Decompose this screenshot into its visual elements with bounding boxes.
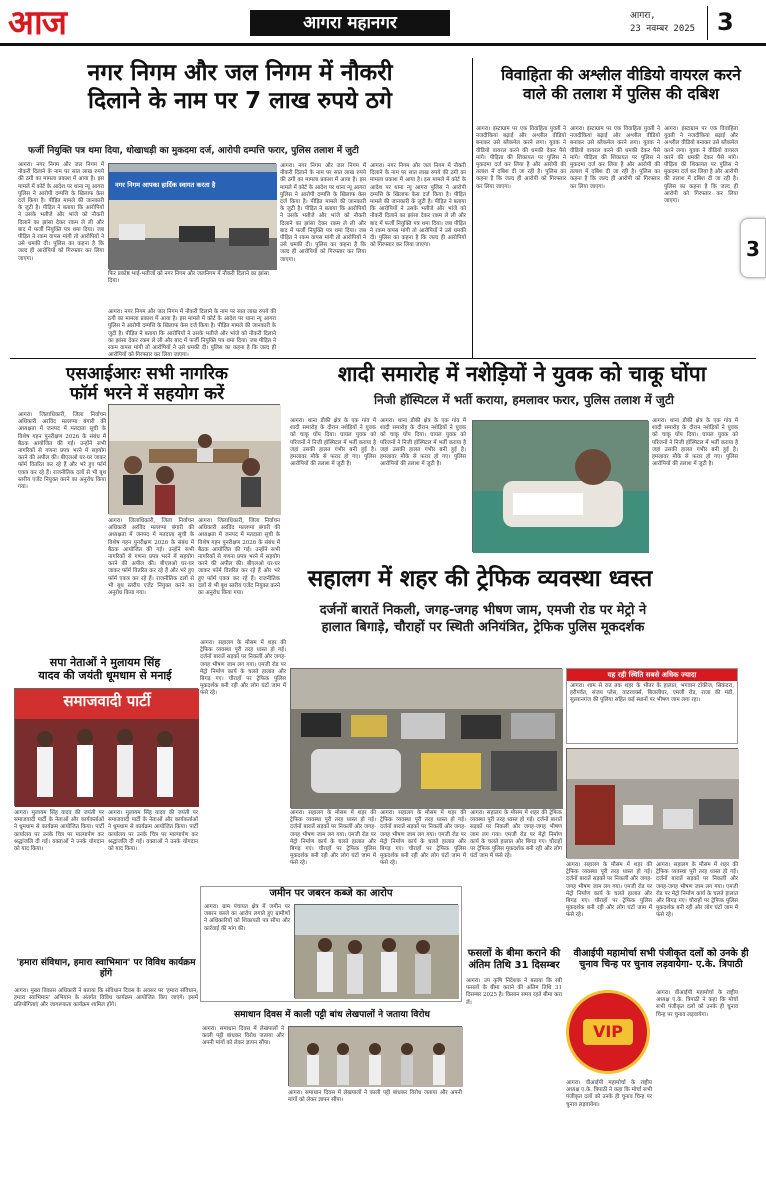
story3-body-text-col2: आगरा। जिलाधिकारी, जिला निर्वाचन अधिकारी अरविंद मल्लप्पा बंगारी की अध्यक्षता में जनपद में मतदाता सूची के विशेष गहन पुनरीक्षण 2026 के संबंध में बैठक आयोजित की गई। उन्होंने सभी नागरिकों से गणना प्रपत्र भरने में सहयोग करने की अपील की। बीएलओ घर-घर जाकर फॉर्म वितरित कर रहे हैं और भरे हुए फॉर्म एकत्र कर रहे हैं। राजनीतिक दलों से भी बूथ स्तरीय एजेंट नियुक्त करने का अनुरोध किया गया। (108, 518, 194, 597)
story6-headline (12, 656, 198, 682)
story5-headline: सहालग में शहर की ट्रेफिक व्यवस्था ध्वस्त (307, 566, 653, 592)
story4-photo-graphic (473, 421, 649, 553)
story11-spacer (468, 1130, 478, 1131)
story2-body-col2 (570, 126, 660, 354)
story9-body-text-col2: आगरा। समाधान दिवस में लेखपालों ने काली पट्टी बांधकर विरोध जताया और अपनी मांगों को लेकर ज्ञापन सौंपा। (288, 1090, 462, 1104)
story5-body-text: आगरा। सहालग के मौसम में शहर की ट्रेफिक व्यवस्था पूरी तरह ध्वस्त हो गई। दर्जनों बारातें सड़कों पर निकलीं और जगह-जगह भीषण जाम लग गया। एमजी रोड पर मेट्रो निर्माण कार्य के चलते हालात और बिगड़ गए। चौराहों पर ट्रेफिक पुलिस मूकदर्शक बनी रही और लोग घंटों जाम में फंसे रहे। (200, 640, 286, 697)
story2-headline (476, 66, 766, 103)
masthead-divider (707, 6, 708, 40)
story1-body-col3 (280, 163, 366, 353)
story5-photo-jam (566, 748, 738, 858)
story2-body-col3 (664, 126, 738, 354)
story6-body-text-col2: आगरा। मुलायम सिंह यादव की जयंती पर समाजवादी पार्टी के नेताओं और कार्यकर्ताओं ने धूमधाम से कार्यक्रम आयोजित किया। पार्टी कार्यालय पर उनके चित्र पर माल्यार्पण कर श्रद्धांजलि दी गई। वक्ताओं ने उनके योगदान को याद किया। (108, 810, 198, 853)
horizontal-rule-1 (10, 358, 756, 359)
story5-photo-jam-graphic (567, 749, 739, 859)
story6-body-col2 (108, 810, 198, 950)
story1-photo-sign: नगर निगम आपका हार्दिक स्वागत करता है (115, 181, 216, 189)
story3-headline-line2: फॉर्म भरने में सहयोग करें (69, 384, 225, 405)
story2-body-text-col2: आगरा। इंस्टाग्राम पर एक विवाहिता युवती ने नजदीकियां बढ़ाई और अश्लील वीडियो बनाकर उसे ब्लैकमेल करने लगा। युवक ने वीडियो वायरल करने की धमकी देकर पैसे मांगे। पीड़िता की शिकायत पर पुलिस ने मुकदमा दर्ज कर लिया है और आरोपी की तलाश में दबिश दी जा रही है। पुलिस का कहना है कि जल्द ही आरोपी को गिरफ्तार कर लिया जाएगा। (570, 126, 660, 190)
story5-body-text-col4: आगरा। सहालग के मौसम में शहर की ट्रेफिक व्यवस्था पूरी तरह ध्वस्त हो गई। दर्जनों बारातें सड़कों पर निकलीं और जगह-जगह भीषण जाम लग गया। एमजी रोड पर मेट्रो निर्माण कार्य के चलते हालात और बिगड़ गए। चौराहों पर ट्रेफिक पुलिस मूकदर्शक बनी रही और लोग घंटों जाम में फंसे रहे। (470, 810, 562, 860)
story3-body-text: आगरा। जिलाधिकारी, जिला निर्वाचन अधिकारी अरविंद मल्लप्पा बंगारी की अध्यक्षता में जनपद में मतदाता सूची के विशेष गहन पुनरीक्षण 2026 के संबंध में बैठक आयोजित की गई। उन्होंने सभी नागरिकों से गणना प्रपत्र भरने में सहयोग करने की अपील की। बीएलओ घर-घर जाकर फॉर्म वितरित कर रहे हैं और भरे हुए फॉर्म एकत्र कर रहे हैं। राजनीतिक दलों से भी बूथ स्तरीय एजेंट नियुक्त करने का अनुरोध किया गया। (18, 412, 106, 491)
story4-body-col2 (380, 418, 466, 556)
story3-body-col1 (18, 412, 106, 648)
story11-body-col1 (566, 1080, 652, 1192)
story5-photo-graphic (291, 669, 563, 809)
story3-photo-graphic (109, 405, 281, 515)
story3-headline (12, 364, 282, 405)
story3-photo (108, 404, 280, 514)
story9-photo-graphic (289, 1027, 463, 1087)
story5-body-col4 (470, 810, 562, 878)
story5-subheadline-line2: हालात बिगाड़े, चौराहों पर स्थिती अनियंत्रित, ट्रेफिक पुलिस मूकदर्शक (321, 620, 645, 635)
story5-body-col5 (566, 862, 652, 942)
story1-body-text-col3: आगरा। नगर निगम और जल निगम में नौकरी दिलाने के नाम पर सात लाख रुपये की ठगी का मामला प्रकाश में आया है। इस मामले में कोर्ट के आदेश पर थाना न्यू आगरा पुलिस ने आरोपी दम्पत्ति के खिलाफ केस दर्ज किया है। पीड़ित मामले की जानकारी के जुटी है। पीड़ित ने बताया कि आरोपियों ने उसके भतीजे और भांजे को नौकरी दिलाने का झांसा देकर रकम ले ली और बाद में फर्जी नियुक्ति पत्र थमा दिया। जब पीड़ित ने रकम वापस मांगी तो आरोपियों ने उसे धमकी दी। पुलिस का कहना है कि जल्द ही आरोपियों को गिरफ्तार कर लिया जाएगा। (280, 163, 366, 263)
story1-photo-caption: फिर प्रकोष्ठ भाई-भतीजों को नगर निगम और जलनिगम में नौकरी दिलाने का झांसा दिया। (108, 271, 269, 284)
story5-body-col3 (380, 810, 466, 878)
dateline-city: आगरा, (630, 11, 656, 21)
story11-headline (566, 948, 756, 971)
story1-body-col1 (18, 162, 104, 354)
story1-body-text: आगरा। नगर निगम और जल निगम में नौकरी दिलाने के नाम पर सात लाख रुपये की ठगी का मामला प्रकाश में आया है। इस मामले में कोर्ट के आदेश पर थाना न्यू आगरा पुलिस ने आरोपी दम्पत्ति के खिलाफ केस दर्ज किया है। पीड़ित मामले की जानकारी के जुटी है। पीड़ित ने बताया कि आरोपियों ने उसके भतीजे और भांजे को नौकरी दिलाने का झांसा देकर रकम ले ली और बाद में फर्जी नियुक्ति पत्र थमा दिया। जब पीड़ित ने रकम वापस मांगी तो आरोपियों ने उसे धमकी दी। पुलिस का कहना है कि जल्द ही आरोपियों को गिरफ्तार कर लिया जाएगा। (18, 162, 104, 262)
story1-headline-line1: नगर निगम और जल निगम में नौकरी (87, 60, 393, 86)
story8-photo-graphic (295, 905, 459, 999)
story4-subheadline: निजी हॉस्पिटल में भर्ती कराया, हमलावर फरार, पुलिस तलाश में जुटी (374, 393, 674, 407)
page-tab[interactable]: 3 (740, 218, 766, 278)
story9-body: आगरा। समाधान दिवस में लेखपालों ने काली पट्टी बांधकर विरोध जताया और अपनी मांगों को लेकर ज्ञापन सौंपा। (202, 1026, 284, 1047)
story10-body: आगरा। उप कृषि निदेशक ने बताया कि रबी फसलों के बीमा कराने की अंतिम तिथि 31 दिसम्बर 2025 है। किसान समय रहते बीमा करा लें। (466, 978, 563, 1006)
story4-body-col3 (652, 418, 738, 556)
story6-headline-line1: सपा नेताओं ने मुलायम सिंह (49, 656, 161, 669)
story6-body-col1 (14, 810, 104, 950)
dateline (630, 10, 695, 36)
story9-headline: समाधान दिवस में काली पट्टी बांध लेखपालों ने जताया विरोध (234, 1010, 430, 1020)
story5-sidebox (566, 668, 738, 744)
story5-subheadline-line1: दर्जनों बारातें निकली, जगह-जगह भीषण जाम, एमजी रोड पर मेट्रो ने (319, 603, 647, 618)
story6-photo (14, 688, 198, 806)
story8-photo (294, 904, 458, 998)
story5-body-col2 (290, 810, 376, 878)
story2-body-col1 (476, 126, 566, 354)
story1-body-text-col4: आगरा। नगर निगम और जल निगम में नौकरी दिलाने के नाम पर सात लाख रुपये की ठगी का मामला प्रकाश में आया है। इस मामले में कोर्ट के आदेश पर थाना न्यू आगरा पुलिस ने आरोपी दम्पत्ति के खिलाफ केस दर्ज किया है। पीड़ित मामले की जानकारी के जुटी है। पीड़ित ने बताया कि आरोपियों ने उसके भतीजे और भांजे को नौकरी दिलाने का झांसा देकर रकम ले ली और बाद में फर्जी नियुक्ति पत्र थमा दिया। जब पीड़ित ने रकम वापस मांगी तो आरोपियों ने उसे धमकी दी। पुलिस का कहना है कि जल्द ही आरोपियों को गिरफ्तार कर लिया जाएगा। (370, 163, 466, 249)
story11-headline-line2: चुनाव चिन्ह पर चुनाव लड़वायेगा- ए.के. त्रिपाठी (579, 959, 743, 971)
story3-headline-line1: एसआईआरः सभी नागरिक (66, 364, 228, 384)
story5-subheadline (206, 602, 760, 636)
story8-body: आगरा। ग्राम पंचायत क्षेत्र में जमीन पर जबरन कब्जे का आरोप लगाते हुए ग्रामीणों ने अधिकारियों को शिकायती पत्र सौंपा और कार्रवाई की मांग की। (204, 904, 290, 932)
story6-body-text: आगरा। मुलायम सिंह यादव की जयंती पर समाजवादी पार्टी के नेताओं और कार्यकर्ताओं ने धूमधाम से कार्यक्रम आयोजित किया। पार्टी कार्यालय पर उनके चित्र पर माल्यार्पण कर श्रद्धांजलि दी गई। वक्ताओं ने उनके योगदान को याद किया। (14, 810, 104, 853)
story1-headline-line2: दिलाने के नाम पर 7 लाख रुपये ठगे (88, 87, 392, 114)
story2-headline-line1: विवाहिता की अश्लील वीडियो वायरल करने (501, 66, 741, 84)
story11-vip-logo-text: VIP (583, 1019, 633, 1045)
story4-body-text-col2: आगरा। थाना डौकी क्षेत्र के एक गांव में शादी समारोह के दौरान नशेड़ियों ने युवक को चाकू घोंप दिया। घायल युवक को परिजनों ने निजी हॉस्पिटल में भर्ती कराया है जहां उसकी हालत गंभीर बनी हुई है। हमलावर मौके से फरार हो गए। पुलिस आरोपियों की तलाश में जुटी है। (380, 418, 466, 468)
section-title: आगरा महानगर (250, 10, 450, 36)
story5-sidebox-body: आगरा। शाम से रात तक शहर के भीतर के हालात, भगवान टॉकीज, सिकंदरा, हरीपर्वत, संजय प्लेस, वाटरवर्क्स, बिजलीघर, एमजी रोड, राजा की मंडी, सुल्तानगंज की पुलिया सहित कई स्थानों पर भीषण जाम लगा रहा। (570, 683, 734, 704)
dateline-date: 23 नवम्बर 2025 (630, 24, 696, 34)
story5-body-text-col6: आगरा। सहालग के मौसम में शहर की ट्रेफिक व्यवस्था पूरी तरह ध्वस्त हो गई। दर्जनों बारातें सड़कों पर निकलीं और जगह-जगह भीषण जाम लग गया। एमजी रोड पर मेट्रो निर्माण कार्य के चलते हालात और बिगड़ गए। चौराहों पर ट्रेफिक पुलिस मूकदर्शक बनी रही और लोग घंटों जाम में फंसे रहे। (656, 862, 738, 919)
story11-body-col2 (656, 990, 738, 1190)
story1-headline (10, 60, 470, 115)
story2-body-text-col3: आगरा। इंस्टाग्राम पर एक विवाहिता युवती ने नजदीकियां बढ़ाई और अश्लील वीडियो बनाकर उसे ब्लैकमेल करने लगा। युवक ने वीडियो वायरल करने की धमकी देकर पैसे मांगे। पीड़िता की शिकायत पर पुलिस ने मुकदमा दर्ज कर लिया है और आरोपी की तलाश में दबिश दी जा रही है। पुलिस का कहना है कि जल्द ही आरोपी को गिरफ्तार कर लिया जाएगा। (664, 126, 738, 205)
story1-body-col2 (108, 309, 276, 359)
story5-sidebox-title: यह रही स्थिति सबसे अधिक ज्यादा (567, 669, 737, 681)
story2-headline-line2: वाले की तलाश में पुलिस की दबिश (523, 84, 719, 103)
story2-body-text: आगरा। इंस्टाग्राम पर एक विवाहिता युवती ने नजदीकियां बढ़ाई और अश्लील वीडियो बनाकर उसे ब्लैकमेल करने लगा। युवक ने वीडियो वायरल करने की धमकी देकर पैसे मांगे। पीड़िता की शिकायत पर पुलिस ने मुकदमा दर्ज कर लिया है और आरोपी की तलाश में दबिश दी जा रही है। पुलिस का कहना है कि जल्द ही आरोपी को गिरफ्तार कर लिया जाएगा। (476, 126, 566, 190)
story4-body-text-col3: आगरा। थाना डौकी क्षेत्र के एक गांव में शादी समारोह के दौरान नशेड़ियों ने युवक को चाकू घोंप दिया। घायल युवक को परिजनों ने निजी हॉस्पिटल में भर्ती कराया है जहां उसकी हालत गंभीर बनी हुई है। हमलावर मौके से फरार हो गए। पुलिस आरोपियों की तलाश में जुटी है। (652, 418, 738, 468)
story5-body-text-col3: आगरा। सहालग के मौसम में शहर की ट्रेफिक व्यवस्था पूरी तरह ध्वस्त हो गई। दर्जनों बारातें सड़कों पर निकलीं और जगह-जगह भीषण जाम लग गया। एमजी रोड पर मेट्रो निर्माण कार्य के चलते हालात और बिगड़ गए। चौराहों पर ट्रेफिक पुलिस मूकदर्शक बनी रही और लोग घंटों जाम में फंसे रहे। (380, 810, 466, 867)
story5-body-col1 (200, 640, 286, 878)
story11-vip-logo (566, 990, 650, 1074)
story1-body-col4 (370, 163, 466, 353)
newspaper-logo: आज (8, 3, 66, 43)
story7-headline: 'हमारा संविधान, हमारा स्वाभिमान' पर विविध कार्यक्रम होंगे (16, 958, 196, 979)
story1-subheadline: फर्जी नियुक्ति पत्र थमा दिया, धोखाधड़ी का मुकदमा दर्ज, आरोपी दम्पत्ति फरार, पुलिस तलाश में जुटी (28, 146, 359, 156)
story6-banner: समाजवादी पार्टी (63, 692, 151, 710)
story9-body-col2 (288, 1090, 462, 1190)
story8-headline: जमीन पर जबरन कब्जे का आरोप (269, 888, 393, 899)
story4-headline: शादी समारोह में नशेड़ियों ने युवक को चाकू घोंपा (337, 362, 707, 386)
story5-photo-traffic (290, 668, 562, 808)
story1-photo (108, 163, 276, 269)
story10-headline: फसलों के बीमा कराने की अंतिम तिथि 31 दिसम्बर (467, 948, 561, 971)
story11-headline-line1: वीआईपी महामोर्चा सभी पंजीकृत दलों को उनके ही (573, 948, 749, 959)
column-divider (472, 58, 473, 358)
page-number: 3 (717, 8, 734, 36)
story4-body-col1 (290, 418, 376, 556)
story11-body-text: आगरा। वीआईपी महामोर्चा के राष्ट्रीय अध्यक्ष ए.के. त्रिपाठी ने कहा कि मोर्चा सभी पंजीकृत दलों को उनके ही चुनाव चिन्ह पर चुनाव लड़वायेगा। (566, 1080, 652, 1108)
story3-body-text-col3: आगरा। जिलाधिकारी, जिला निर्वाचन अधिकारी अरविंद मल्लप्पा बंगारी की अध्यक्षता में जनपद में मतदाता सूची के विशेष गहन पुनरीक्षण 2026 के संबंध में बैठक आयोजित की गई। उन्होंने सभी नागरिकों से गणना प्रपत्र भरने में सहयोग करने की अपील की। बीएलओ घर-घर जाकर फॉर्म वितरित कर रहे हैं और भरे हुए फॉर्म एकत्र कर रहे हैं। राजनीतिक दलों से भी बूथ स्तरीय एजेंट नियुक्त करने का अनुरोध किया गया। (198, 518, 280, 597)
story5-body-text-col2: आगरा। सहालग के मौसम में शहर की ट्रेफिक व्यवस्था पूरी तरह ध्वस्त हो गई। दर्जनों बारातें सड़कों पर निकलीं और जगह-जगह भीषण जाम लग गया। एमजी रोड पर मेट्रो निर्माण कार्य के चलते हालात और बिगड़ गए। चौराहों पर ट्रेफिक पुलिस मूकदर्शक बनी रही और लोग घंटों जाम में फंसे रहे। (290, 810, 376, 867)
story5-body-text-col5: आगरा। सहालग के मौसम में शहर की ट्रेफिक व्यवस्था पूरी तरह ध्वस्त हो गई। दर्जनों बारातें सड़कों पर निकलीं और जगह-जगह भीषण जाम लग गया। एमजी रोड पर मेट्रो निर्माण कार्य के चलते हालात और बिगड़ गए। चौराहों पर ट्रेफिक पुलिस मूकदर्शक बनी रही और लोग घंटों जाम में फंसे रहे। (566, 862, 652, 919)
story11-body-text-col2: आगरा। वीआईपी महामोर्चा के राष्ट्रीय अध्यक्ष ए.के. त्रिपाठी ने कहा कि मोर्चा सभी पंजीकृत दलों को उनके ही चुनाव चिन्ह पर चुनाव लड़वायेगा। (656, 990, 738, 1018)
story7-body: आगरा। मुख्य विकास अधिकारी ने बताया कि संविधान दिवस के अवसर पर 'हमारा संविधान, हमारा स्वाभिमान' अभियान के अंतर्गत विविध कार्यक्रम आयोजित किए जाएंगे। इसमें प्रतियोगिताएं और जागरूकता कार्यक्रम शामिल होंगे। (14, 988, 198, 1009)
story4-body-text: आगरा। थाना डौकी क्षेत्र के एक गांव में शादी समारोह के दौरान नशेड़ियों ने युवक को चाकू घोंप दिया। घायल युवक को परिजनों ने निजी हॉस्पिटल में भर्ती कराया है जहां उसकी हालत गंभीर बनी हुई है। हमलावर मौके से फरार हो गए। पुलिस आरोपियों की तलाश में जुटी है। (290, 418, 376, 468)
story9-photo (288, 1026, 462, 1086)
story4-photo (472, 420, 648, 552)
story6-headline-line2: यादव की जयंती धूमधाम से मनाई (38, 669, 172, 683)
story5-body-col6 (656, 862, 738, 942)
story3-body-col2 (108, 518, 194, 648)
story1-body-text-col2: आगरा। नगर निगम और जल निगम में नौकरी दिलाने के नाम पर सात लाख रुपये की ठगी का मामला प्रकाश में आया है। इस मामले में कोर्ट के आदेश पर थाना न्यू आगरा पुलिस ने आरोपी दम्पत्ति के खिलाफ केस दर्ज किया है। पीड़ित मामले की जानकारी के जुटी है। पीड़ित ने बताया कि आरोपियों ने उसके भतीजे और भांजे को नौकरी दिलाने का झांसा देकर रकम ले ली और बाद में फर्जी नियुक्ति पत्र थमा दिया। जब पीड़ित ने रकम वापस मांगी तो आरोपियों ने उसे धमकी दी। पुलिस का कहना है कि जल्द ही आरोपियों को गिरफ्तार कर लिया जाएगा। (108, 309, 276, 359)
